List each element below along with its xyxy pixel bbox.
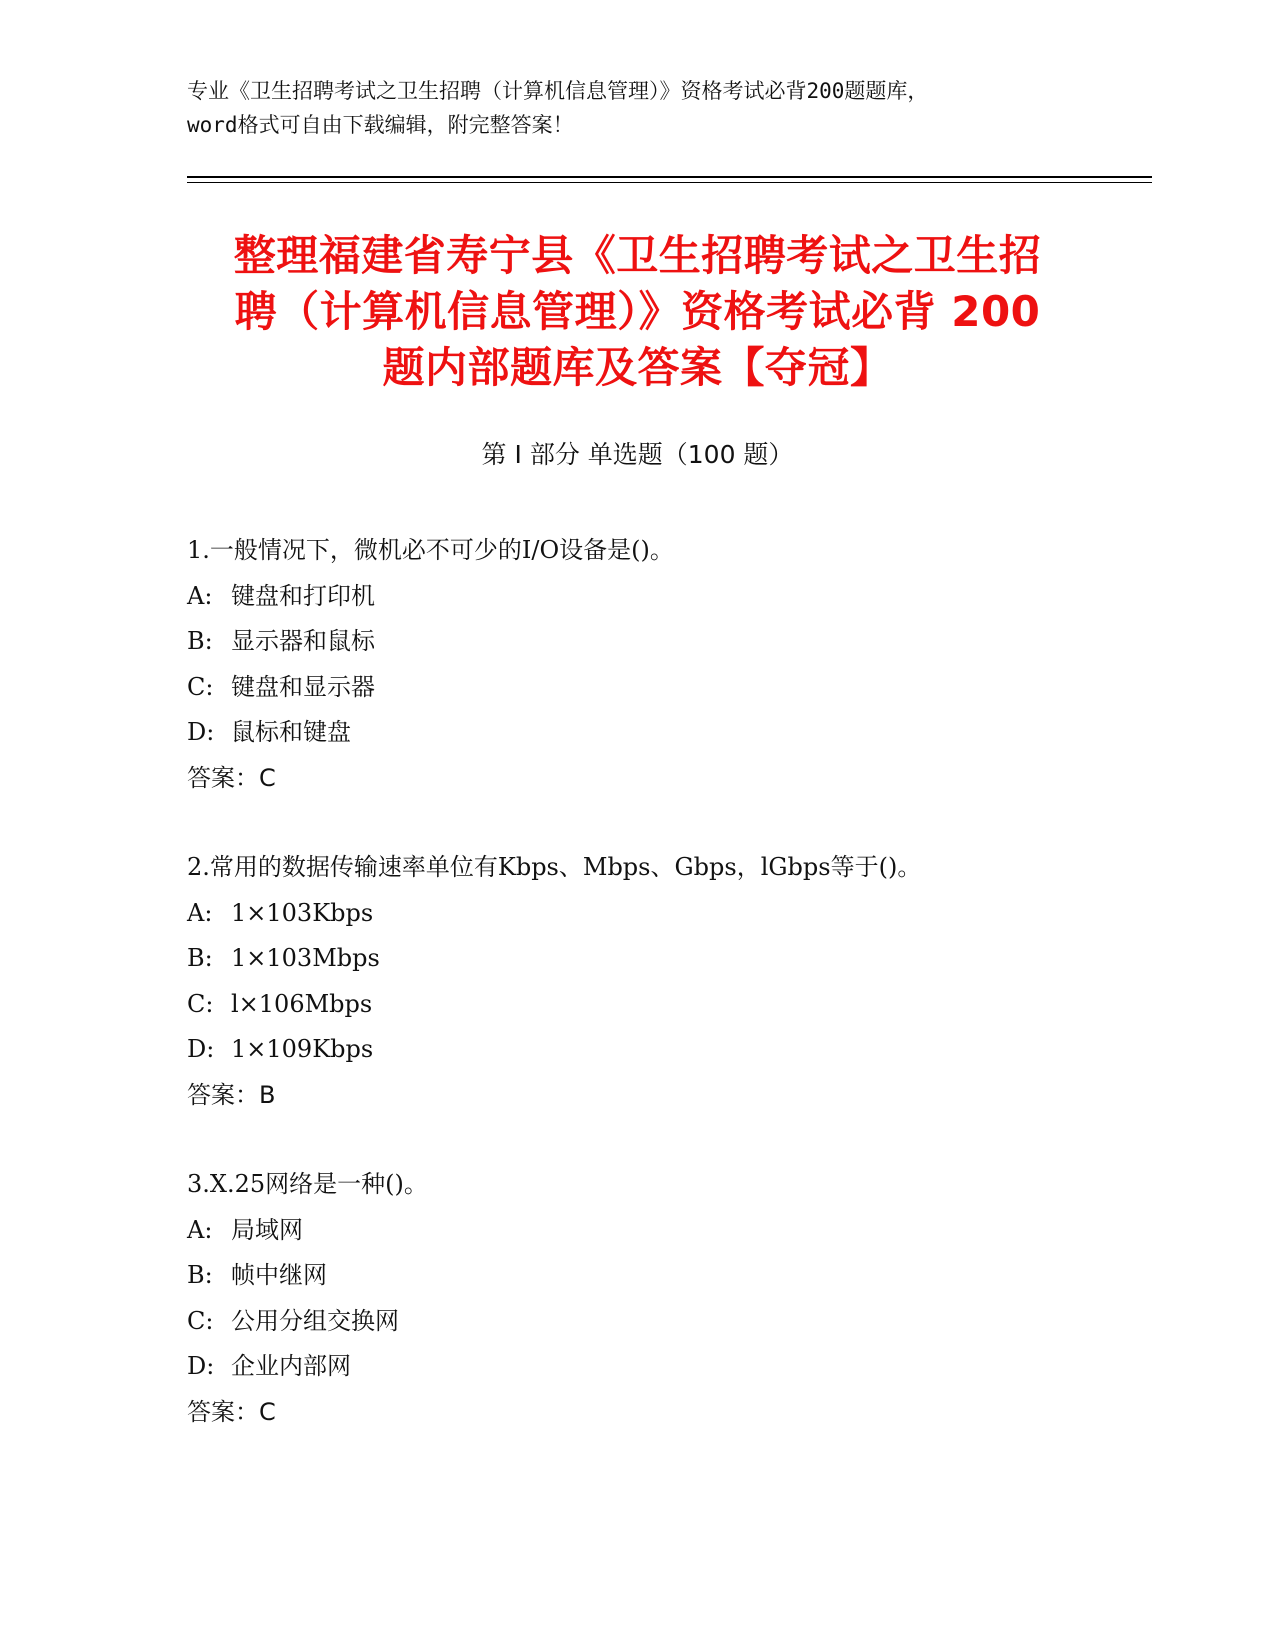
question-1 (187, 528, 1137, 801)
option-c (187, 1299, 1137, 1345)
option-a (187, 1208, 1137, 1254)
option-letter: B: (187, 627, 213, 655)
option-a (187, 574, 1137, 620)
section-title: 第 I 部分 单选题（100 题） (481, 440, 794, 469)
option-letter: C: (187, 672, 214, 701)
document-title-line-2: 聘（计算机信息管理）》资格考试必背 200 (234, 287, 1041, 336)
document-title-line-3: 题内部题库及答案【夺冠】 (382, 343, 893, 392)
header-rule-thin (187, 182, 1152, 183)
option-c (187, 982, 1137, 1028)
option-d (187, 1344, 1137, 1390)
answer: 答案：C (187, 1397, 276, 1426)
option-text: 1×103Kbps (231, 898, 374, 927)
question-text: 1.一般情况下，微机必不可少的I/O设备是()。 (187, 536, 674, 564)
option-letter: D: (187, 1352, 215, 1380)
option-text: 键盘和显示器 (231, 672, 375, 701)
option-text: l×106Mbps (231, 989, 373, 1018)
answer: 答案：C (187, 763, 276, 792)
option-text: 鼠标和键盘 (231, 718, 351, 746)
option-a (187, 891, 1137, 937)
option-b (187, 619, 1137, 665)
option-letter: C: (187, 989, 214, 1018)
option-d (187, 1027, 1137, 1073)
option-letter: A: (187, 1215, 213, 1244)
question-list (187, 528, 1137, 1479)
question-3 (187, 1162, 1137, 1435)
option-text: 1×103Mbps (231, 944, 380, 972)
option-letter: C: (187, 1306, 214, 1335)
option-text: 企业内部网 (231, 1352, 351, 1380)
option-letter: A: (187, 898, 213, 927)
header-rule-thick (187, 176, 1152, 178)
header-note (187, 74, 1087, 142)
option-text: 帧中继网 (231, 1261, 327, 1289)
option-letter: B: (187, 944, 213, 972)
header-note-line-1: 专业《卫生招聘考试之卫生招聘（计算机信息管理）》资格考试必背200题题库， (187, 79, 929, 103)
option-letter: A: (187, 581, 213, 610)
document-title (170, 228, 1105, 396)
option-text: 显示器和鼠标 (231, 627, 375, 655)
option-d (187, 710, 1137, 756)
option-text: 键盘和打印机 (231, 581, 375, 610)
option-letter: D: (187, 1035, 215, 1063)
option-letter: D: (187, 718, 215, 746)
document-title-line-1: 整理福建省寿宁县《卫生招聘考试之卫生招 (233, 231, 1042, 280)
option-text: 局域网 (231, 1215, 303, 1244)
question-text: 3.X.25网络是一种()。 (187, 1170, 428, 1198)
option-b (187, 1253, 1137, 1299)
option-letter: B: (187, 1261, 213, 1289)
option-text: 公用分组交换网 (231, 1306, 399, 1335)
question-2 (187, 845, 1137, 1118)
option-c (187, 665, 1137, 711)
header-note-line-2: word格式可自由下载编辑，附完整答案！ (187, 113, 574, 137)
option-b (187, 936, 1137, 982)
question-text: 2.常用的数据传输速率单位有Kbps、Mbps、Gbps，lGbps等于()。 (187, 853, 922, 881)
answer: 答案：B (187, 1080, 276, 1109)
option-text: 1×109Kbps (231, 1035, 374, 1063)
